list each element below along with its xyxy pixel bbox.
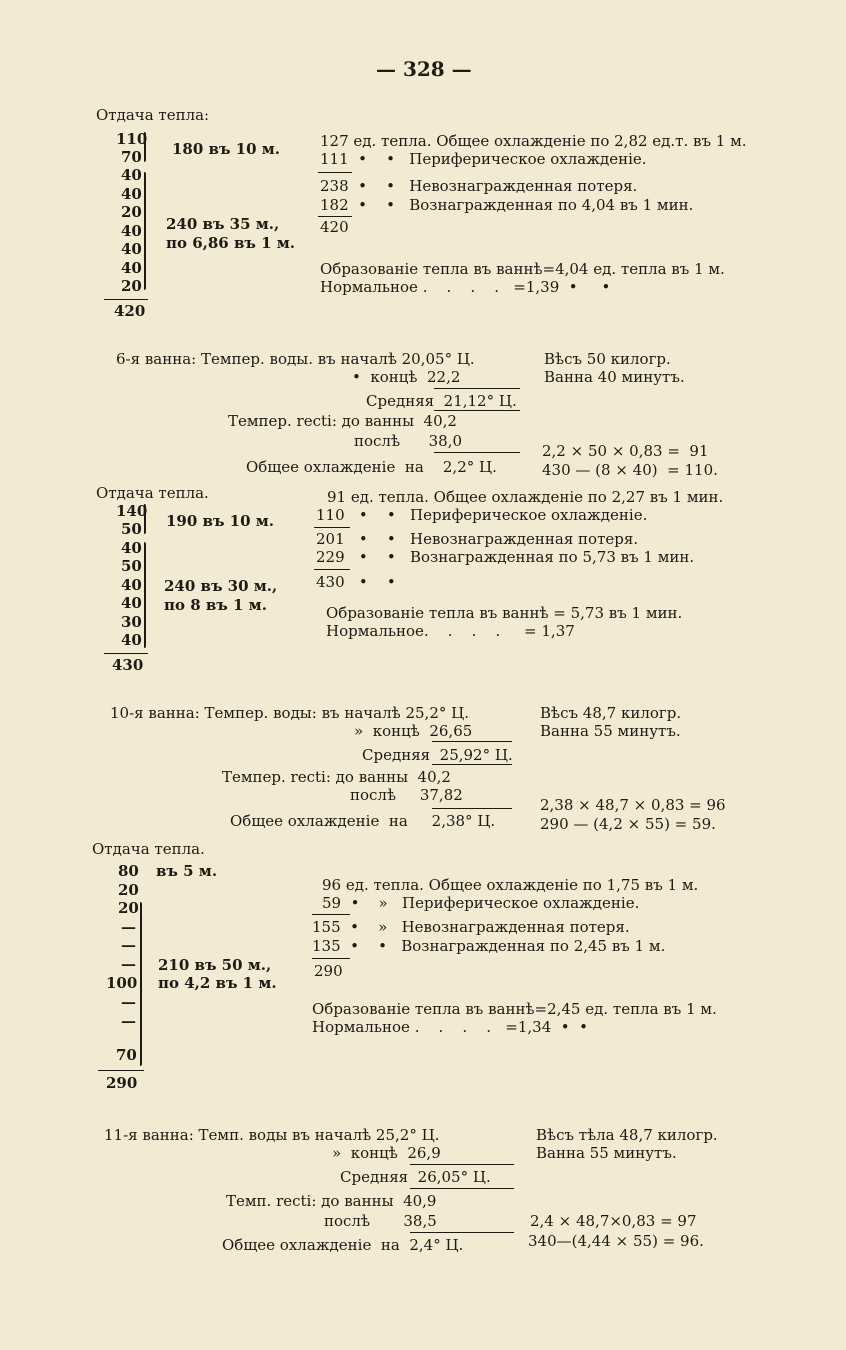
column-total: 430 [112, 656, 144, 674]
result-line: 111 • • Периферическое охлажденіе. [320, 150, 647, 168]
sum-rule [318, 172, 352, 173]
bath-calc: 2,2 × 50 × 0,83 = 91 [542, 442, 709, 460]
bath-header: » концѣ 26,9 [332, 1144, 441, 1162]
section-title: Отдача тепла. [96, 484, 209, 502]
column-value: 40 [121, 631, 142, 649]
column-total: 420 [114, 302, 146, 320]
column-value: 20 [118, 881, 139, 899]
column-value: 40 [121, 576, 142, 594]
group-label: 240 въ 30 м., [164, 577, 278, 595]
bath-header: Темпер. recti: до ванны 40,2 [228, 412, 457, 430]
result-line: 201 • • Невознагражденная потеря. [316, 530, 639, 548]
result-line: 229 • • Вознагражденная по 5,73 въ 1 мин. [316, 548, 695, 566]
result-line: 96 ед. тепла. Общее охлажденіе по 1,75 въ 1 м. [322, 876, 699, 894]
column-value: 40 [121, 539, 142, 557]
bath-calc: 290 — (4,2 × 55) = 59. [540, 815, 716, 833]
group-label: 180 въ 10 м. [172, 140, 281, 158]
sum-rule [434, 410, 520, 411]
result-line: 91 ед. тепла. Общее охлажденіе по 2,27 въ 1 мин. [327, 488, 724, 506]
result-line: Нормальное . . . . =1,34 • • [312, 1018, 589, 1036]
bath-header: послѣ 38,0 [354, 432, 463, 450]
bath-header: Средняя 21,12° Ц. [366, 392, 517, 410]
brace [144, 172, 146, 290]
sum-rule [98, 1070, 144, 1071]
bath-header: Общее охлажденіе на 2,38° Ц. [230, 812, 496, 830]
bath-duration: Ванна 55 минутъ. [536, 1144, 677, 1162]
bath-calc: 430 — (8 × 40) = 110. [542, 461, 718, 479]
bath-header: Средняя 26,05° Ц. [340, 1168, 491, 1186]
column-total: 290 [106, 1074, 138, 1092]
group-label: въ 5 м. [156, 862, 218, 880]
bath-weight: Вѣсъ 50 килогр. [544, 350, 671, 368]
sum-rule [410, 1164, 514, 1165]
column-value: 40 [121, 259, 142, 277]
result-line: Нормальное. . . . = 1,37 [326, 622, 575, 640]
sum-rule [104, 299, 148, 300]
bath-weight: Вѣсъ 48,7 килогр. [540, 704, 682, 722]
bath-calc: 2,38 × 48,7 × 0,83 = 96 [540, 796, 726, 814]
bath-header: 11-я ванна: Темп. воды въ началѣ 25,2° Ц. [104, 1126, 440, 1144]
sum-rule [314, 569, 350, 570]
bath-header: Темпер. recti: до ванны 40,2 [222, 768, 451, 786]
result-line: 420 [320, 218, 349, 236]
group-label: 210 въ 50 м., [158, 956, 272, 974]
result-line: 127 ед. тепла. Общее охлажденіе по 2,82 ед.т. въ 1 м. [320, 132, 747, 150]
sum-rule [434, 452, 520, 453]
bath-header: послѣ 37,82 [350, 786, 463, 804]
column-value: 20 [118, 899, 139, 917]
column-value: 140 [116, 502, 148, 520]
column-value: 40 [121, 166, 142, 184]
sum-rule [312, 914, 350, 915]
column-value: 30 [121, 613, 142, 631]
column-value: 20 [121, 203, 142, 221]
sum-rule [432, 808, 512, 809]
bath-header: послѣ 38,5 [324, 1212, 437, 1230]
column-value: 70 [116, 1046, 137, 1064]
column-value: 110 [116, 130, 148, 148]
column-value: 40 [121, 240, 142, 258]
column-value: — [121, 918, 136, 936]
column-value: 70 [121, 148, 142, 166]
column-value: 40 [121, 594, 142, 612]
sum-rule [432, 764, 512, 765]
column-value: — [121, 936, 136, 954]
brace [144, 504, 146, 534]
bath-header: Темп. recti: до ванны 40,9 [226, 1192, 437, 1210]
result-line: 430 • • [316, 573, 396, 591]
brace [140, 902, 142, 1066]
column-value: 50 [121, 520, 142, 538]
column-value: 100 [106, 974, 138, 992]
group-label: по 4,2 въ 1 м. [158, 974, 277, 992]
bath-header: • концѣ 22,2 [352, 368, 461, 386]
result-line: Образованіе тепла въ ваннѣ = 5,73 въ 1 мин. [326, 604, 683, 622]
column-value: 40 [121, 222, 142, 240]
column-value: 20 [121, 277, 142, 295]
sum-rule [104, 653, 148, 654]
sum-rule [410, 1232, 514, 1233]
column-value: 50 [121, 557, 142, 575]
result-line: 110 • • Периферическое охлажденіе. [316, 506, 648, 524]
sum-rule [410, 1188, 514, 1189]
bath-calc: 2,4 × 48,7×0,83 = 97 [530, 1212, 697, 1230]
sum-rule [314, 527, 350, 528]
column-value: — [121, 1012, 136, 1030]
group-label: 240 въ 35 м., [166, 215, 280, 233]
column-value: — [121, 993, 136, 1011]
bath-header: 10-я ванна: Темпер. воды: въ началѣ 25,2° Ц. [110, 704, 469, 722]
result-line: Образованіе тепла въ ваннѣ=4,04 ед. тепла въ 1 м. [320, 260, 725, 278]
section-title: Отдача тепла: [96, 106, 210, 124]
column-value: — [121, 955, 136, 973]
result-line: Нормальное . . . . =1,39 • • [320, 278, 611, 296]
result-line: 59 • » Периферическое охлажденіе. [322, 894, 640, 912]
bath-header: Средняя 25,92° Ц. [362, 746, 513, 764]
result-line: 238 • • Невознагражденная потеря. [320, 177, 638, 195]
section-title: Отдача тепла. [92, 840, 205, 858]
bath-header: Общее охлажденіе на 2,4° Ц. [222, 1236, 464, 1254]
bath-header: 6-я ванна: Темпер. воды. въ началѣ 20,05° Ц. [116, 350, 475, 368]
result-line: 290 [314, 962, 343, 980]
sum-rule [312, 958, 350, 959]
group-label: по 6,86 въ 1 м. [166, 234, 296, 252]
group-label: 190 въ 10 м. [166, 512, 275, 530]
result-line: 182 • • Вознагражденная по 4,04 въ 1 мин. [320, 196, 694, 214]
result-line: 135 • • Вознагражденная по 2,45 въ 1 м. [312, 937, 666, 955]
page-number: — 328 — [376, 57, 472, 81]
group-label: по 8 въ 1 м. [164, 596, 267, 614]
bath-duration: Ванна 40 минутъ. [544, 368, 685, 386]
bath-duration: Ванна 55 минутъ. [540, 722, 681, 740]
bath-header: » концѣ 26,65 [354, 722, 473, 740]
sum-rule [434, 388, 520, 389]
column-value: 80 [118, 862, 139, 880]
brace [144, 542, 146, 648]
column-value: 40 [121, 185, 142, 203]
sum-rule [318, 216, 352, 217]
result-line: Образованіе тепла въ ваннѣ=2,45 ед. тепла въ 1 м. [312, 1000, 717, 1018]
brace [144, 132, 146, 162]
bath-weight: Вѣсъ тѣла 48,7 килогр. [536, 1126, 718, 1144]
sum-rule [432, 741, 512, 742]
bath-calc: 340—(4,44 × 55) = 96. [528, 1232, 704, 1250]
result-line: 155 • » Невознагражденная потеря. [312, 918, 630, 936]
bath-header: Общее охлажденіе на 2,2° Ц. [246, 458, 497, 476]
